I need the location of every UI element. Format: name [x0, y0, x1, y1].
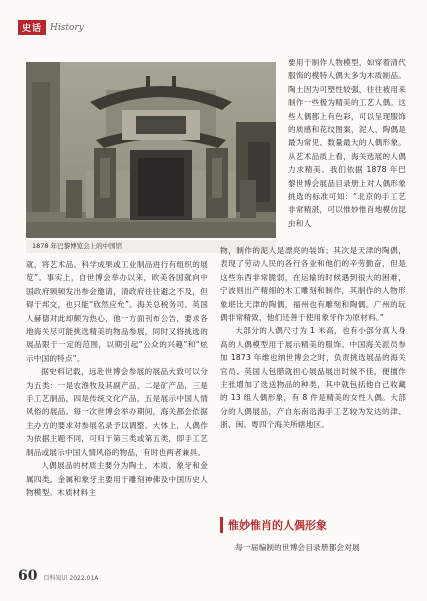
page-footer	[18, 568, 98, 584]
photo-caption: 1878 年巴黎博览会上的中国馆	[26, 240, 276, 253]
paragraph: 每一届编制的世博会目录册都会对展	[235, 543, 360, 552]
historical-photo	[26, 62, 276, 238]
article-column-left	[26, 258, 208, 499]
paragraph: 物，制作的泥人是漂亮的装饰；其次是天津的陶偶，表现了劳动人民的各行各业和他们的辛劳勤奋，但是这些东西非常脆弱，在运输的时候遇到很大的困难，宁波则出产精细的木工雕刻和制作，其制作的人物形象堪比天津的陶偶，福州也有雕刻和陶偶。广州的玩偶非常精致，他们还善于使用象牙作为原材料。”	[220, 246, 406, 323]
article-column-right-top	[288, 56, 406, 230]
paragraph: 就，将艺术品、科学成果或工业制品进行有组织的展览”。事实上，自世博会举办以来，欧美各国就向中国政府频频发出参会邀请，清政府往往避之不及，但碍于邦交，也只能“欣然应允”。海关总税务司、英国人赫德对此却颇为热心，他一方面刊布公告，要求各地海关尽可能挑选精美的物品参展，同时又将挑选的展品限于一定的范围，以期引起“公众的兴趣”和“炫示中国的特点”。	[26, 260, 208, 363]
paragraph: 大部分的人偶尺寸为 1 米高，也有小部分真人身高的人偶模型用于展示精美的服饰。中国海关派员参加 1873 年维也纳世博会之时，负责挑选展品的海关官员、英国人包腊就担心展品展出时候不佳，便擅作主张增加了选送物品的种类，其中就包括他自己收藏的 13 组人偶形象，有 8 件是精美的女性人偶。大部分的人偶展品，产自东南沿海手工艺较为发达的津、浙、闽、粤四个海关所辖地区。	[220, 326, 406, 430]
paragraph: 要用于制作人物模型，如穿着清代服饰的模特人偶大多为木质制品。陶土因为可塑性较强，往往被用来制作一些极为精美的工艺人偶。这些人偶都上有色彩，可以呈现服饰的质感和花纹图案，泥人、陶偶是最为常见、数量最大的人偶形象。从艺术品质上看，海关选展的人偶力求精美。我们依据 1878 年巴黎世博会展品目录册上对人偶形象挑选的标准可知：“北京的手工艺非常精湛，可以惟妙惟肖地模仿昆虫和人	[288, 58, 406, 228]
section-tag: 史话	[18, 20, 46, 35]
section-heading: 惟妙惟肖的人偶形象	[220, 517, 327, 533]
article-column-after-heading	[220, 541, 406, 554]
paragraph: 人偶展品的材质主要分为陶土、木质、象牙和金属四类。金属和象牙主要用于雕刻神佛及中国历史人物模型。木质材料主	[26, 461, 208, 497]
section-tag-english: History	[50, 22, 84, 33]
page-number: 60	[18, 568, 38, 584]
paragraph: 据史料记载，远赴世博会参展的展品大致可以分为五类：一是农渔牧及其副产品，二是矿产品，三是手工艺制品，四是传统文化产品，五是展示中国人情风俗的展品。每一次世博会举办期间，海关都会依据主办方的要求对参展名录予以调整。大体上，人偶作为依据主题不同，可归于第三类或第五类，即手工艺制品或展示中国人情风俗的物品，有时也两者兼具。	[26, 367, 208, 457]
magazine-issue: 百科知识 2022.01A	[43, 575, 99, 582]
article-column-right-bottom	[220, 244, 406, 432]
section-header	[18, 20, 84, 35]
